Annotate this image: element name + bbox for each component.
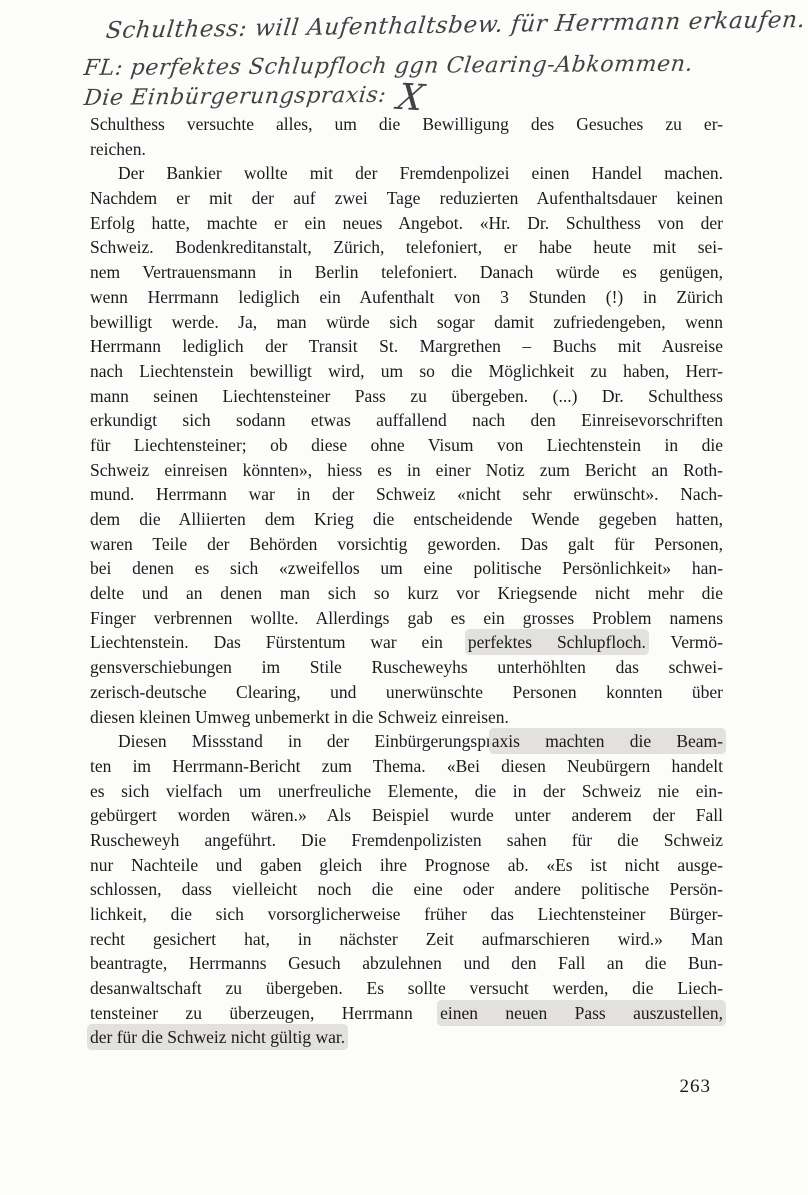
text-line [90, 729, 723, 754]
text-segment: lichkeit, die sich vorsorglicherweise früher das Liechtensteiner Bürger- [90, 904, 723, 924]
text-line [90, 532, 723, 557]
text-line [90, 705, 723, 730]
text-line [90, 260, 723, 285]
text-segment: Liechtenstein. Das Fürstentum war ein [90, 632, 468, 653]
annotation-line-3 [82, 76, 428, 120]
text-segment: bewilligt werde. Ja, man würde sich sogar damit zufriedengeben, wenn [90, 311, 723, 332]
text-segment: delte und an denen man sich so kurz vor Kriegsende nicht mehr die [90, 583, 723, 604]
text-segment: waren Teile der Behörden vorsichtig geworden. Das galt für Personen, [90, 533, 723, 554]
text-line [90, 680, 723, 705]
text-segment: für Liechtensteiner; ob diese ohne Visum von Liechtenstein in die [90, 434, 723, 455]
text-line [90, 285, 723, 310]
text-segment: nach Liechtenstein bewilligt wird, um so die Möglichkeit zu haben, Herr- [90, 360, 723, 381]
text-segment: Erfolg hatte, machte er ein neues Angebot. «Hr. Dr. Schulthess von der [90, 212, 723, 233]
page-number: 263 [679, 1076, 711, 1097]
text-line [90, 1001, 723, 1026]
text-segment: Vermö- [645, 632, 723, 653]
text-line [90, 458, 723, 483]
text-line [90, 606, 723, 631]
text-segment: dem die Alliierten dem Krieg die entscheidende Wende gegeben hatten, [90, 509, 723, 529]
text-segment: Der Bankier wollte mit der Fremdenpolizei einen Handel machen. [118, 163, 723, 184]
text-line [90, 334, 723, 359]
text-segment: mann seinen Liechtensteiner Pass zu übergeben. (...) Dr. Schulthess [90, 385, 723, 406]
text-line [90, 384, 723, 409]
annotation-line-1: Schulthess: will Aufenthaltsbew. für Herrmann erkaufen. [104, 6, 807, 45]
text-line [90, 877, 723, 902]
annotation-text: Die Einbürgerungspraxis: [82, 82, 388, 112]
text-line [90, 137, 723, 162]
text-segment: reichen. [90, 138, 146, 159]
text-line [90, 927, 723, 952]
text-line [90, 655, 723, 680]
highlighted-text: einen neuen Pass auszustellen, [440, 1002, 724, 1023]
text-segment: zerisch-deutsche Clearing, und unerwünschte Personen konnten über [90, 681, 723, 702]
text-line [90, 556, 723, 581]
text-segment: diesen kleinen Umweg unbemerkt in die Schweiz einreisen. [90, 706, 509, 727]
text-line [90, 779, 723, 804]
text-line [90, 433, 723, 458]
text-segment: gebürgert worden wären.» Als Beispiel wurde unter anderem der Fall [90, 805, 723, 826]
text-segment: Schweiz. Bodenkreditanstalt, Zürich, telefoniert, er habe heute mit sei- [90, 237, 723, 258]
text-segment: recht gesichert hat, in nächster Zeit aufmarschieren wird.» Man [90, 928, 723, 949]
text-line [90, 754, 723, 779]
text-line [90, 310, 723, 335]
text-line [90, 853, 723, 878]
text-segment: beantragte, Herrmanns Gesuch abzulehnen und den Fall an die Bun- [90, 953, 723, 974]
x-mark: X [394, 76, 428, 120]
annotation-line-2: FL: perfektes Schlupfloch ggn Clearing-Abkommen. [82, 51, 695, 82]
highlighted-text: der für die Schweiz nicht gültig war. [90, 1027, 346, 1048]
text-segment: Schulthess versuchte alles, um die Bewilligung des Gesuches zu er- [90, 114, 723, 134]
text-line [90, 161, 723, 186]
text-line [90, 359, 723, 384]
text-segment: Finger verbrennen wollte. Allerdings gab es ein grosses Problem namens [90, 607, 723, 628]
text-line [90, 803, 723, 828]
text-line [90, 235, 723, 260]
text-line [90, 828, 723, 853]
handwritten-annotations [0, 0, 808, 118]
text-segment: es sich vielfach um unerfreuliche Elemente, die in der Schweiz nie ein- [90, 780, 723, 801]
text-line [90, 408, 723, 433]
text-segment: Schweiz einreisen könnten», hiess es in einer Notiz zum Bericht an Roth- [90, 459, 723, 480]
page-text [90, 112, 723, 1050]
highlighted-text: axis machten die Beam- [491, 731, 723, 752]
text-segment: schlossen, dass vielleicht noch die eine oder andere politische Persön- [90, 879, 723, 900]
text-segment: Diesen Missstand in der Einbürgerungspr [118, 731, 492, 752]
text-line [90, 482, 723, 507]
text-line [90, 630, 723, 655]
text-line [90, 902, 723, 927]
text-segment: nem Vertrauensmann in Berlin telefoniert. Danach würde es genügen, [90, 262, 723, 283]
highlighted-text: perfektes Schlupfloch. [467, 632, 646, 653]
text-segment: mund. Herrmann war in der Schweiz «nicht sehr erwünscht». Nach- [90, 484, 723, 505]
text-line [90, 976, 723, 1001]
text-line [90, 1025, 723, 1050]
text-segment: tensteiner zu überzeugen, Herrmann [90, 1002, 441, 1023]
text-segment: Nachdem er mit der auf zwei Tage reduzierten Aufenthaltsdauer keinen [90, 188, 723, 209]
text-segment: Herrmann lediglich der Transit St. Margrethen – Buchs mit Ausreise [90, 336, 723, 357]
text-segment: Ruscheweyh angeführt. Die Fremdenpolizisten sahen für die Schweiz [90, 829, 723, 850]
text-segment: bei denen es sich «zweifellos um eine politische Persönlichkeit» han- [90, 558, 723, 579]
text-line [90, 507, 723, 532]
text-segment: erkundigt sich sodann etwas auffallend nach den Einreisevorschriften [90, 410, 723, 431]
text-segment: gensverschiebungen im Stile Ruscheweyhs unterhöhlten das schwei- [90, 657, 723, 678]
text-line [90, 581, 723, 606]
text-segment: desanwaltschaft zu übergeben. Es sollte versucht werden, die Liech- [90, 978, 723, 999]
text-segment: ten im Herrmann-Bericht zum Thema. «Bei diesen Neubürgern handelt [90, 755, 723, 776]
text-line [90, 186, 723, 211]
text-line [90, 211, 723, 236]
text-segment: wenn Herrmann lediglich ein Aufenthalt von 3 Stunden (!) in Zürich [90, 286, 723, 307]
text-line [90, 951, 723, 976]
text-segment: nur Nachteile und gaben gleich ihre Prognose ab. «Es ist nicht ausge- [90, 854, 723, 875]
text-line [90, 112, 723, 137]
